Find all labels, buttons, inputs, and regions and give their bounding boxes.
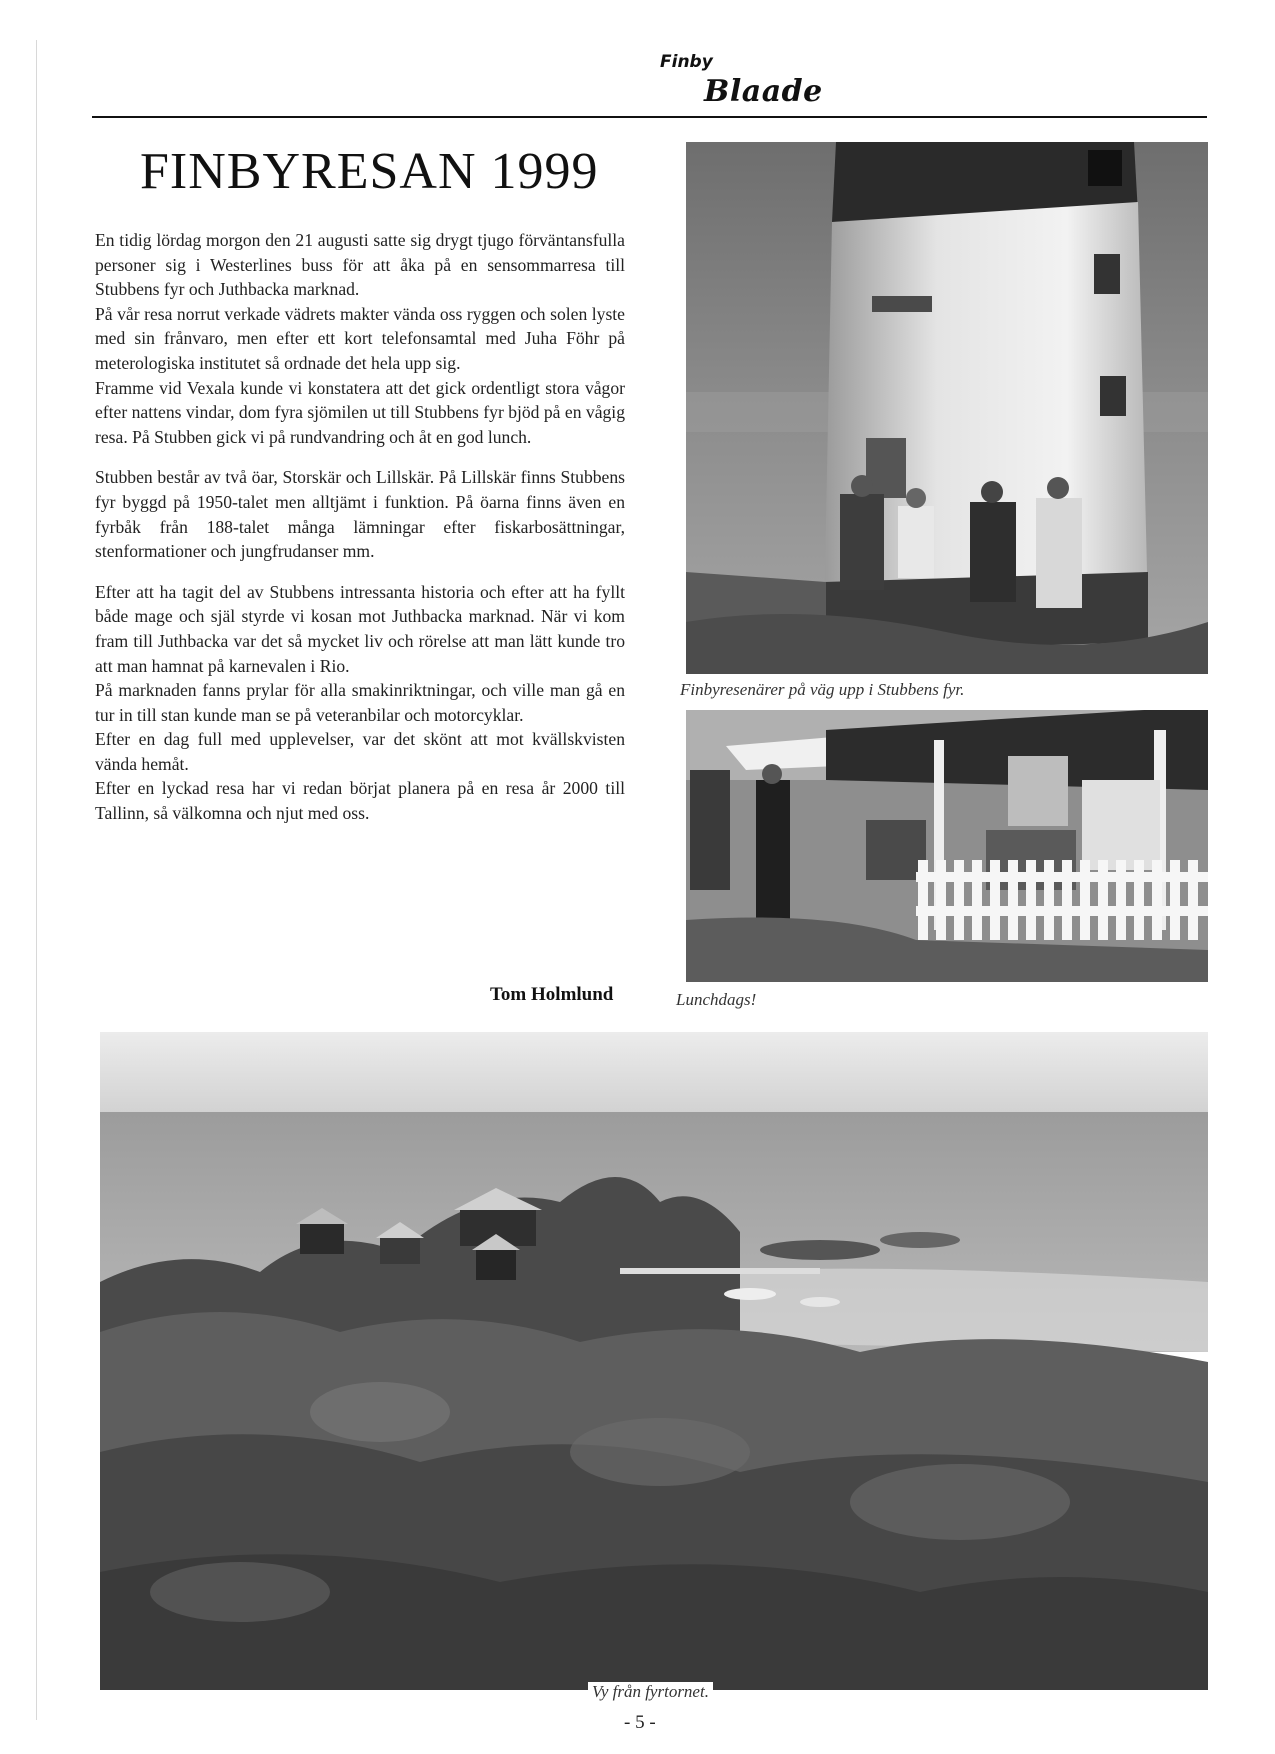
masthead-rule bbox=[92, 116, 1207, 118]
lunch-photo bbox=[686, 710, 1208, 982]
lunch-caption: Lunchdags! bbox=[676, 990, 757, 1009]
view-photo-image bbox=[100, 1032, 1208, 1690]
article-paragraph: Efter att ha tagit del av Stubbens intressanta historia och efter att ha fyllt både mage och själ styrde vi kosan mot Juthbacka marknad. När vi kom fram till Juthbacka var det så mycket liv och rörelse att man lätt kunde tro att man hamnat på karnevalen i Rio. bbox=[95, 581, 625, 676]
article-paragraph: En tidig lördag morgon den 21 augusti satte sig drygt tjugo förväntansfulla personer sig i Westerlines buss för att åka på en sensommarresa till Stubbens fyr och Juthbacka marknad. bbox=[95, 230, 625, 300]
masthead-large-title: Blaade bbox=[704, 74, 823, 109]
page-number: - 5 - bbox=[624, 1712, 656, 1733]
article-paragraph: På marknaden fanns prylar för alla smakinriktningar, och ville man gå en tur in till stan kunde man se på veteranbilar och motorcyklar. bbox=[95, 680, 625, 725]
article-byline: Tom Holmlund bbox=[490, 984, 614, 1005]
article-title: FINBYRESAN 1999 bbox=[140, 143, 599, 200]
article-paragraph: Efter en dag full med upplevelser, var det skönt att mot kvällskvisten vända hemåt. bbox=[95, 729, 625, 774]
lighthouse-caption: Finbyresenärer på väg upp i Stubbens fyr. bbox=[680, 680, 965, 699]
masthead-small-title: Finby bbox=[660, 52, 713, 72]
article-paragraph: Stubben består av två öar, Storskär och Lillskär. På Lillskär finns Stubbens fyr byggd på 1950-talet men alltjämt i funktion. På öarna finns även en fyrbåk från 188-talet många lämningar efter fiskarbosättningar, stenformationer och jungfrudanser mm. bbox=[95, 467, 625, 562]
view-photo bbox=[100, 1032, 1208, 1690]
lunch-photo-image bbox=[686, 710, 1208, 982]
masthead bbox=[92, 52, 1207, 118]
article-body bbox=[95, 228, 625, 826]
view-caption: Vy från fyrtornet. bbox=[588, 1682, 713, 1702]
lighthouse-photo-image bbox=[686, 142, 1208, 674]
lighthouse-photo bbox=[686, 142, 1208, 674]
article-paragraph: Framme vid Vexala kunde vi konstatera att det gick ordentligt stora vågor efter nattens vindar, dom fyra sjömilen ut till Stubbens fyr bjöd på en vågig resa. På Stubben gick vi på rundvandring och åt en god lunch. bbox=[95, 377, 625, 447]
article-paragraph: Efter en lyckad resa har vi redan börjat planera på en resa år 2000 till Tallinn, så välkomna och njut med oss. bbox=[95, 778, 625, 824]
article-paragraph: På vår resa norrut verkade vädrets makter vända oss ryggen och solen lyste med sin frånvaro, men efter ett kort telefonsamtal med Juha Föhr på meterologiska institutet så ordnade det hela upp sig. bbox=[95, 303, 625, 373]
scan-edge-line bbox=[36, 40, 37, 1720]
